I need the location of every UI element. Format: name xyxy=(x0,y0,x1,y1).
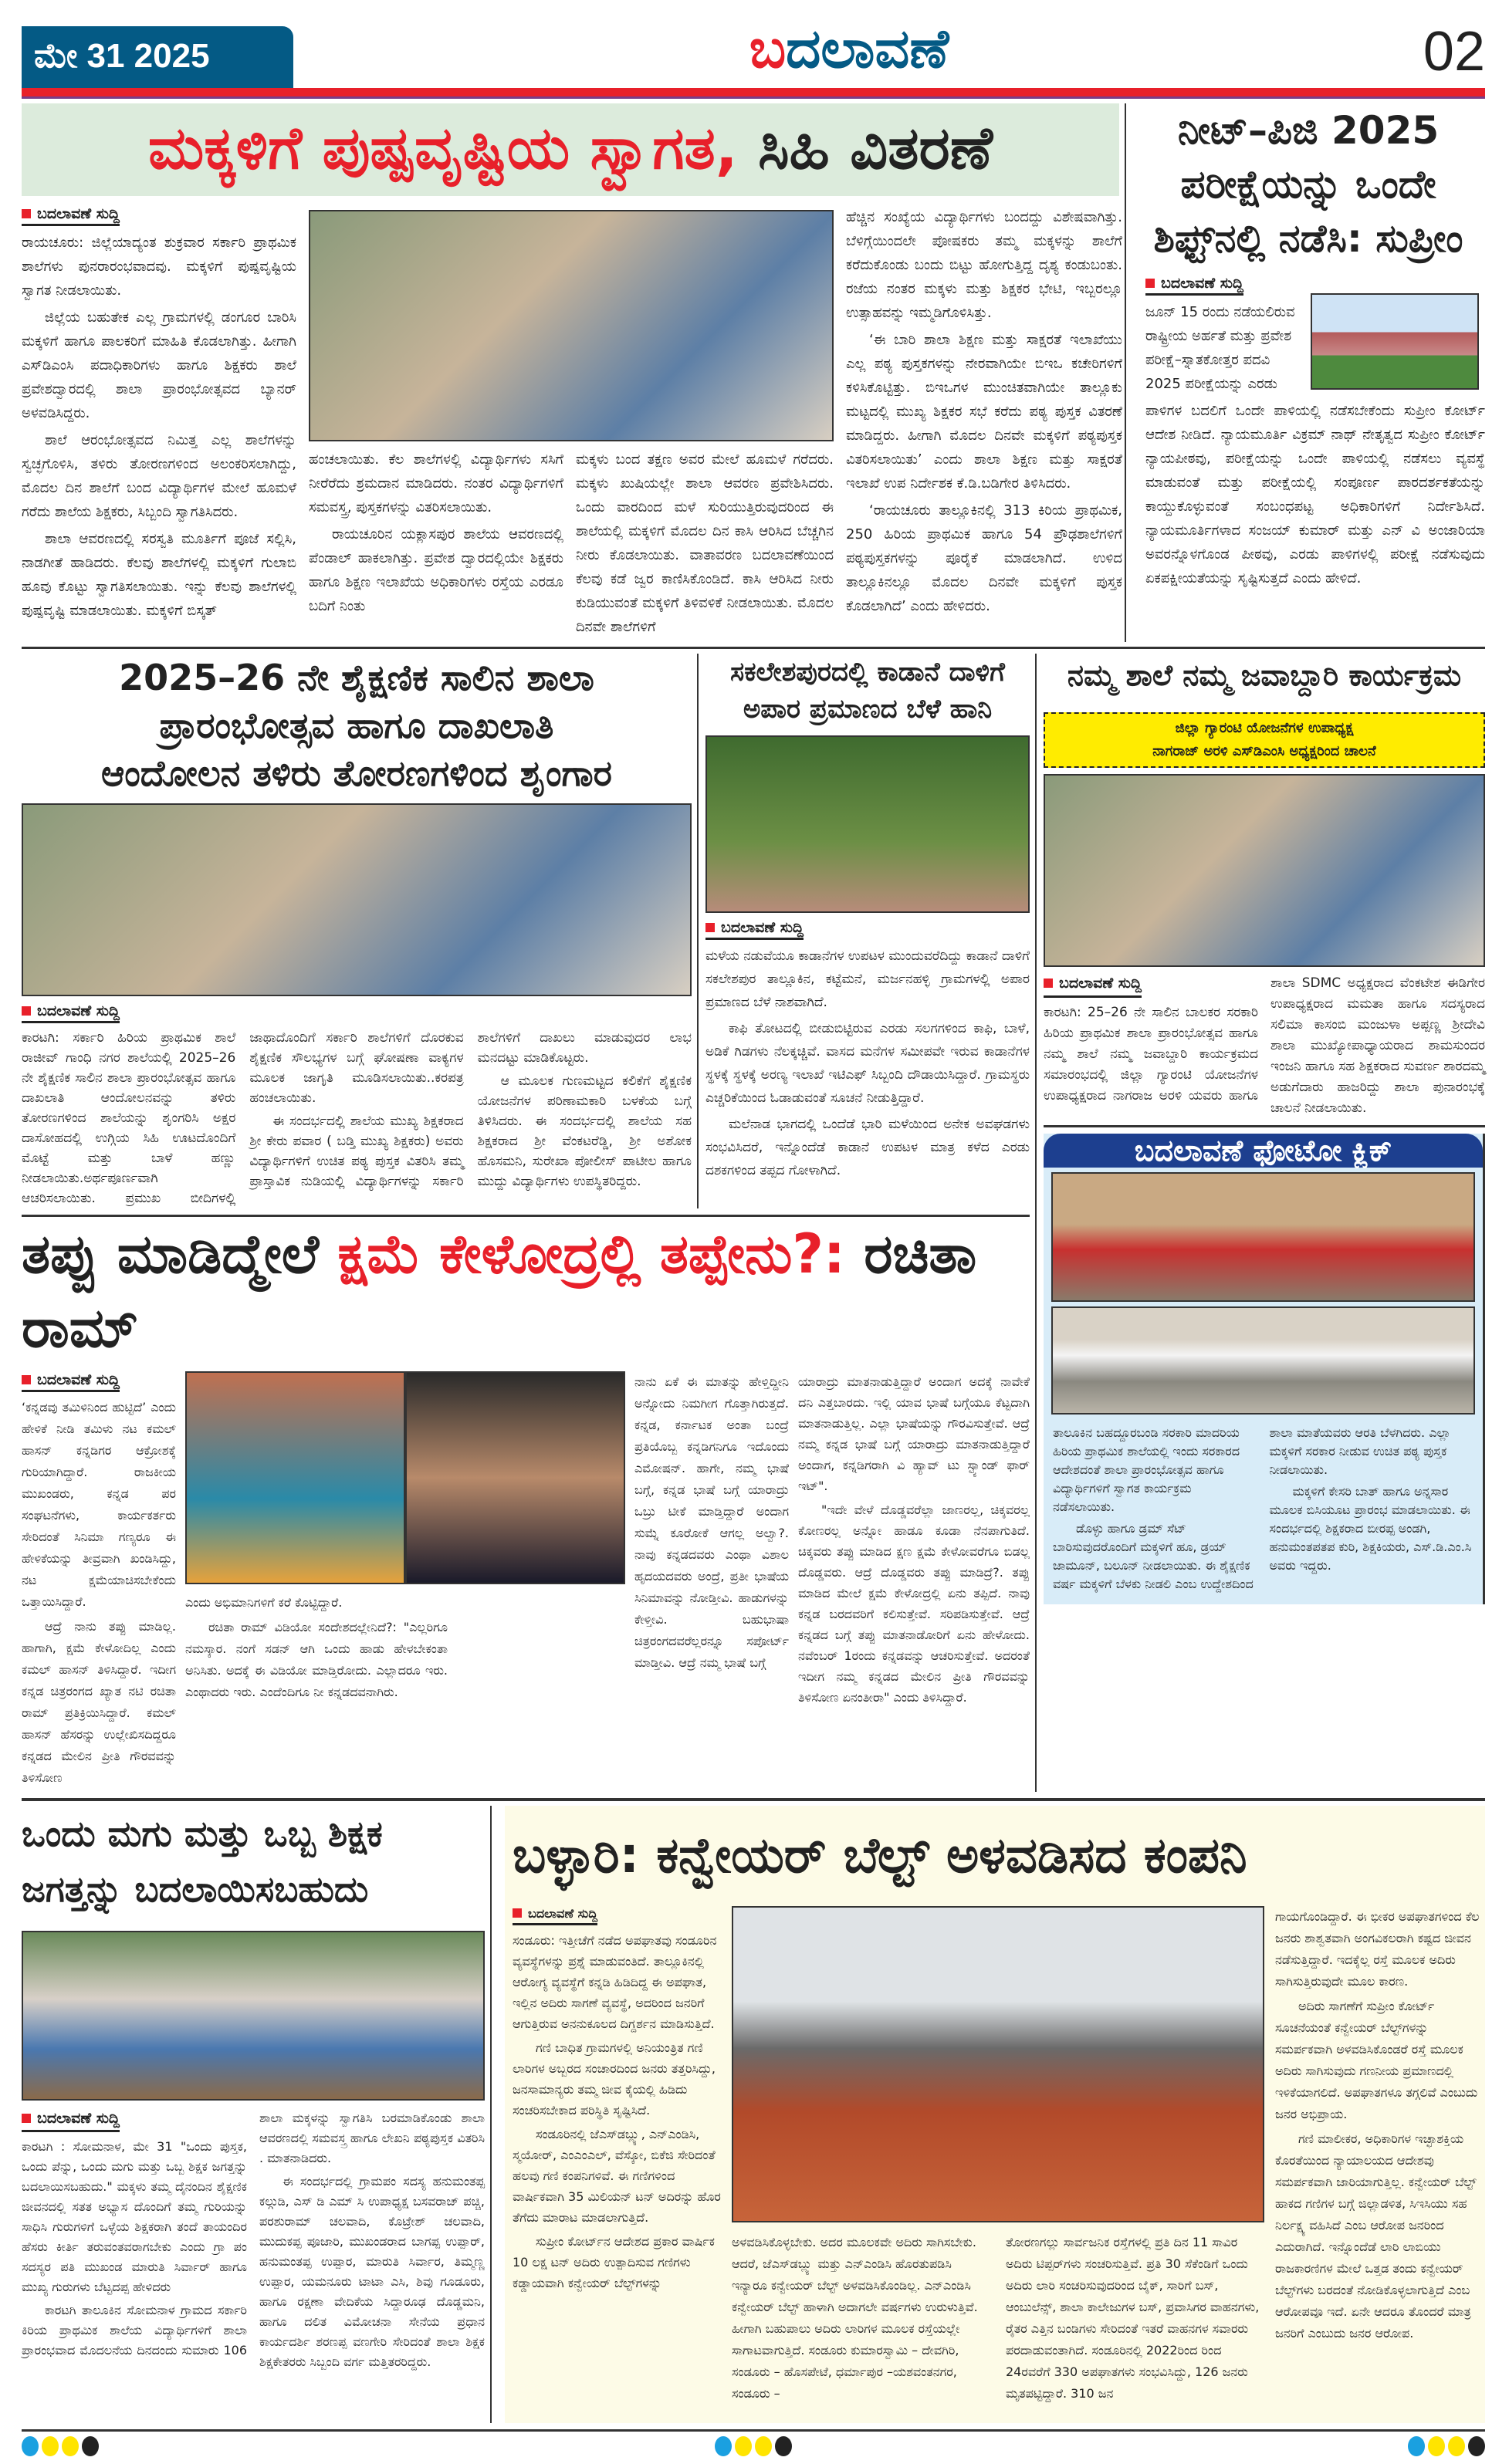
section-rule xyxy=(1044,1125,1485,1127)
registration-marks xyxy=(22,2436,99,2456)
rachita-headline-red: ಕ್ಷಮೆ ಕೇಳೋದ್ರಲ್ಲಿ ತಪ್ಪೇನು?: xyxy=(337,1222,845,1286)
paragraph: ಗಾಯಗೊಂಡಿದ್ದಾರೆ. ಈ ಭೀಕರ ಅಪಘಾತಗಳಿಂದ ಕೆಲ ಜನರು ಶಾಶ್ವತವಾಗಿ ಅಂಗವಿಕಲರಾಗಿ ಕಷ್ಟದ ಜೀವನ ನಡೆಸುತ್ತಿದ್ದಾರೆ. ಇದಕ್ಕೆಲ್ಲ ರಸ್ತೆ ಮೂಲಕ ಅದಿರು ಸಾಗಿಸುತ್ತಿರುವುದೇ ಮೂಲ ಕಾರಣ. xyxy=(1275,1909,1480,1989)
school-headline xyxy=(22,654,692,797)
lead-photo xyxy=(309,210,834,441)
paragraph: ಆ ಮೂಲಕ ಗುಣಮಟ್ಟದ ಕಲಿಕೆಗೆ ಶೈಕ್ಷಣಿಕ ಯೋಜನೆಗಳ ಪರಿಣಾಮಕಾರಿ ಬಳಕೆಯ ಬಗ್ಗೆ ತಿಳಿಸಿದರು. ಈ ಸಂದರ್ಭದಲ್ಲಿ ಶಾಲೆಯ ಸಹ ಶಿಕ್ಷಕರಾದ ಶ್ರೀ ವೆಂಕಟರೆಡ್ಡಿ, ಶ್ರೀ ಅಶೋಕ ಹೊಸಮನಿ, ಸುರೇಖಾ ಪೋಲೀಸ್ ಪಾಟೀಲ ಹಾಗೂ ಮುದ್ದು ವಿದ್ಯಾರ್ಥಿಗಳು ಉಪಸ್ಥಿತರಿದ್ದರು. xyxy=(477,1073,692,1189)
registration-dot xyxy=(1468,2436,1485,2456)
rachita-headline xyxy=(22,1217,1030,1365)
rachita-headline-black: ತಪ್ಪು ಮಾಡಿದ್ಮೇಲೆ xyxy=(22,1222,320,1286)
bellary-column-1 xyxy=(513,1930,721,2293)
photo-click-box xyxy=(1044,1134,1485,1604)
teacher-paragraphs xyxy=(22,2108,485,2372)
paragraph: ಶಾಲಾ ಆವರಣದಲ್ಲಿ ಸರಸ್ವತಿ ಮೂರ್ತಿಗೆ ಪೂಜೆ ಸಲ್ಲಿಸಿ, ನಾಡಗೀತೆ ಹಾಡಿದರು. ಕೆಲವು ಶಾಲೆಗಳಲ್ಲಿ ಮಕ್ಕಳಿಗೆ ಗುಲಾಬಿ ಹೂವು ಕೊಟ್ಟು ಸ್ವಾಗತಿಸಲಾಯಿತು. ಇನ್ನು ಕೆಲವು ಶಾಲೆಗಳಲ್ಲಿ ಪುಷ್ಪವೃಷ್ಟಿ ಮಾಡಲಾಯಿತು. ಮಕ್ಕಳಿಗೆ ಬಿಸ್ಕತ್ xyxy=(22,531,296,619)
row-2-left xyxy=(22,654,1030,1792)
byline: ಬದಲಾವಣೆ ಸುದ್ದಿ xyxy=(22,1002,120,1023)
paragraph: ಎಂದು ಅಭಿಮಾನಿಗಳಿಗೆ ಕರೆ ಕೊಟ್ಟಿದ್ದಾರೆ. xyxy=(185,1595,343,1610)
paragraph: ರಾಯಚೂರಿನ ಯಕ್ಲಾಸಪುರ ಶಾಲೆಯ ಆವರಣದಲ್ಲಿ ಪೆಂಡಾಲ್ ಹಾಕಲಾಗಿತ್ತು. ಪ್ರವೇಶ ದ್ವಾರದಲ್ಲಿಯೇ ಶಿಕ್ಷಕರು ಹಾಗೂ ಶಿಕ್ಷಣ ಇಲಾಖೆಯ ಅಧಿಕಾರಿಗಳು ರಸ್ತೆಯ ಎರಡೂ ಬದಿಗೆ ನಿಂತು xyxy=(309,526,563,614)
lead-headline-red: ಮಕ್ಕಳಿಗೆ ಪುಷ್ಪವೃಷ್ಟಿಯ ಸ್ವಾಗತ, xyxy=(147,113,738,182)
byline: ಬದಲಾವಣೆ ಸುದ್ದಿ xyxy=(513,1906,597,1925)
bellary-column-4 xyxy=(1275,1906,1484,2347)
rachita-headline-black: ರಚಿತಾ ರಾಮ್ xyxy=(22,1222,977,1360)
byline: ಬದಲಾವಣೆ ಸುದ್ದಿ xyxy=(22,1371,120,1392)
neet-headline: ನೀಟ್‌–ಪಿಜಿ 2025 ಪರೀಕ್ಷೆಯನ್ನು ಒಂದೇ ಶಿಫ್ಟ್‌ನಲ್ಲಿ ನಡೆಸಿ: ಸುಪ್ರೀಂ xyxy=(1153,108,1463,261)
school-body xyxy=(22,1028,692,1208)
registration-dot xyxy=(1408,2436,1425,2456)
registration-dot xyxy=(22,2436,39,2456)
registration-dot xyxy=(775,2436,792,2456)
paragraph: "ಇದೇ ವೇಳೆ ದೊಡ್ಡವರೆಲ್ಲಾ ಜಾಣರಲ್ಲ, ಚಿಕ್ಕವರಲ್ಲ ಕೋಣರಲ್ಲ ಅನ್ನೋ ಹಾಡೂ ಕೂಡಾ ನೆನಪಾಗುತಿದೆ. ಚಿಕ್ಕವರು ತಪ್ಪು ಮಾಡಿದ ಕ್ಷಣ ಕ್ಷಮೆ ಕೇಳೋವರೆಗೂ ಬಿಡಲ್ಲ ದೊಡ್ಡವರು. ಆದ್ರೆ ದೊಡ್ಡವರು ತಪ್ಪು ಮಾಡಿದ್ರೆ?. ತಪ್ಪು ಮಾಡಿದ ಮೇಲೆ ಕ್ಷಮೆ ಕೇಳೋದ್ರಲ್ಲಿ ಏನು ತಪ್ಪಿದೆ. ನಾವು ಕನ್ನಡ ಬರದವರಿಗೆ ಕಲಿಸುತ್ತೇವೆ. ಸರಿಪಡಿಸುತ್ತೇವೆ. ಆದ್ರೆ ಕನ್ನಡದ ಬಗ್ಗೆ ತಪ್ಪು ಮಾತನಾಡೋರಿಗೆ ಏನು ಹೇಳೋದು. ನವೆಂಬರ್ 1ರಂದು ಕನ್ನಡವನ್ನು ಆಚರಿಸುತ್ತೇವೆ. ಅದರಂತೆ ಇದೀಗ ನಮ್ಮ ಕನ್ನಡದ ಮೇಲಿನ ಪ್ರೀತಿ ಗೌರವವನ್ನು ತಿಳಿಸೋಣ ಏನಂತೀರಾ" ಎಂದು ತಿಳಿಸಿದ್ದಾರೆ. xyxy=(798,1502,1030,1705)
paragraph: ಹಂಚಲಾಯಿತು. ಕೆಲ ಶಾಲೆಗಳಲ್ಲಿ ವಿದ್ಯಾರ್ಥಿಗಳು ಸಸಿಗೆ ನೀರೆರೆದು ಶ್ರಮದಾನ ಮಾಡಿದರು. ನಂತರ ವಿದ್ಯಾರ್ಥಿಗಳಿಗೆ ಸಮವಸ್ತ್ರ, ಪುಸ್ತಕಗಳನ್ನು ವಿತರಿಸಲಾಯಿತು. xyxy=(309,451,563,515)
kamal-haasan-photo xyxy=(405,1371,625,1584)
registration-dot xyxy=(1448,2436,1465,2456)
bellary-story xyxy=(505,1806,1485,2423)
paragraph: ಅದಿರು ಸಾಗಣೆಗೆ ಸುಪ್ರೀಂ ಕೋರ್ಟ್ ಸೂಚನೆಯಂತೆ ಕನ್ವೇಯರ್ ಬೆಲ್ಟ್‌ಗಳನ್ನು ಸಮರ್ಪಕವಾಗಿ ಅಳವಡಿಸಿಕೊಂಡರೆ ರಸ್ತೆ ಮೂಲಕ ಅದಿರು ಸಾಗಿಸುವುದು ಗಣನೀಯ ಪ್ರಮಾಣದಲ್ಲಿ ಇಳಿಕೆಯಾಗಲಿದೆ. ಅಪಘಾತಗಳೂ ತಗ್ಗಲಿವೆ ಎಂಬುದು ಜನರ ಅಭಿಪ್ರಾಯ. xyxy=(1275,1999,1478,2121)
teacher-headline xyxy=(22,1806,485,1917)
namma-photo xyxy=(1044,774,1485,967)
photo-click-header: ಬದಲಾವಣೆ ಫೋಟೋ ಕ್ಲಿಕ್ xyxy=(1044,1134,1483,1168)
page-number: 02 xyxy=(1423,21,1485,83)
column-rule xyxy=(490,1806,492,2423)
teacher-headline-line: ಒಂದು ಮಗು ಮತ್ತು ಒಬ್ಬ ಶಿಕ್ಷಕ xyxy=(22,1813,383,1854)
bellary-headline: ಬಳ್ಳಾರಿ: ಕನ್ವೇಯರ್ ಬೆಲ್ಟ್ ಅಳವಡಿಸದ ಕಂಪನಿ xyxy=(513,1827,1247,1884)
registration-dot xyxy=(82,2436,99,2456)
column-rule xyxy=(1125,103,1126,642)
registration-dot xyxy=(755,2436,772,2456)
byline: ಬದಲಾವಣೆ ಸುದ್ದಿ xyxy=(22,2108,120,2132)
school-headline-line: ಆಂದೋಲನ ತಳಿರು ತೋರಣಗಳಿಂದ ಶೃಂಗಾರ xyxy=(101,752,612,794)
neet-body: ಪಾಳಿಗಳ ಬದಲಿಗೆ ಒಂದೇ ಪಾಳಿಯಲ್ಲಿ ನಡೆಸಬೇಕೆಂದು ಸುಪ್ರೀಂ ಕೋರ್ಟ್ ಆದೇಶ ನೀಡಿದೆ. ನ್ಯಾಯಮೂರ್ತಿ ವಿಕ್ರಮ್ ನಾಥ್ ನೇತೃತ್ವದ ಸುಪ್ರೀಂ ಕೋರ್ಟ್ ನ್ಯಾಯಪೀಠವು, ಪರೀಕ್ಷೆಯನ್ನು ಒಂದೇ ಪಾಳಿಯಲ್ಲಿ ನಡೆಸಲು ವ್ಯವಸ್ಥೆ ಮಾಡುವಂತೆ ಮತ್ತು ಪರೀಕ್ಷೆಯಲ್ಲಿ ಸಂಪೂರ್ಣ ಪಾರದರ್ಶಕತೆಯನ್ನು ಕಾಯ್ದುಕೊಳ್ಳುವಂತೆ ಸಂಬಂಧಪಟ್ಟ ಅಧಿಕಾರಿಗಳಿಗೆ ನಿರ್ದೇಶಿಸಿದೆ. ನ್ಯಾಯಮೂರ್ತಿಗಳಾದ ಸಂಜಯ್ ಕುಮಾರ್ ಮತ್ತು ಎನ್ ವಿ ಅಂಜಾರಿಯಾ ಅವರನ್ನೊಳಗೊಂಡ ಪೀಠವು, ಎರಡು ಪಾಳಿಗಳಲ್ಲಿ ಪರೀಕ್ಷೆ ನಡೆಸುವುದು ಏಕಪಕ್ಷೀಯತೆಯನ್ನು ಸೃಷ್ಟಿಸುತ್ತದೆ ಎಂದು ಹೇಳಿದೆ. xyxy=(1145,403,1485,586)
row-2 xyxy=(22,654,1485,1792)
column-rule xyxy=(1035,654,1037,1792)
elephant-headline xyxy=(705,654,1030,728)
lead-column-1 xyxy=(22,231,296,623)
paragraph: ರಾಯಚೂರು: ಜಿಲ್ಲೆಯಾದ್ಯಂತ ಶುಕ್ರವಾರ ಸರ್ಕಾರಿ ಪ್ರಾಥಮಿಕ ಶಾಲೆಗಳು ಪುನರಾರಂಭವಾದವು. ಮಕ್ಕಳಿಗೆ ಪುಷ್ಪವೃಷ್ಟಿಯ ಸ್ವಾಗತ ನೀಡಲಾಯಿತು. xyxy=(22,235,296,299)
paragraph: ಗಣಿ ಬಾಧಿತ ಗ್ರಾಮಗಳಲ್ಲಿ ಅನಿಯಂತ್ರಿತ ಗಣಿ ಲಾರಿಗಳ ಅಬ್ಬರದ ಸಂಚಾರದಿಂದ ಜನರು ತತ್ತರಿಸಿದ್ದು, ಜನಸಾಮಾನ್ಯರು ತಮ್ಮ ಜೀವ ಕೈಯಲ್ಲಿ ಹಿಡಿದು ಸಂಚರಿಸಬೇಕಾದ ಪರಿಸ್ಥಿತಿ ಸೃಷ್ಟಿಸಿದೆ. xyxy=(513,2040,716,2118)
school-photo xyxy=(22,803,692,996)
teacher-body xyxy=(22,2108,485,2372)
elephant-headline-line: ಸಕಲೇಶಪುರದಲ್ಲಿ ಕಾಡಾನೆ ದಾಳಿಗೆ xyxy=(730,657,1005,688)
registration-dot xyxy=(735,2436,752,2456)
paragraph: ಯಾರಾದ್ರು ಮಾತನಾಡುತ್ತಿದ್ದಾರೆ ಅಂದಾಗ ಅದಕ್ಕೆ ನಾವೇಕೆ ದನಿ ಎತ್ತಬಾರದು. ಇಲ್ಲಿ ಯಾವ ಭಾಷೆ ಬಗ್ಗೆಯೂ ಕೆಟ್ಟದಾಗಿ ಮಾತನಾಡುತ್ತಿಲ್ಲ. ಎಲ್ಲಾ ಭಾಷೆಯನ್ನು ಗೌರವಿಸುತ್ತೇವೆ. ಆದ್ರೆ ನಮ್ಮ ಕನ್ನಡ ಭಾಷೆ ಬಗ್ಗೆ ಯಾರಾದ್ರು ಮಾತನಾಡುತ್ತಿದ್ದಾರೆ ಅಂದಾಗ, ಕನ್ನಡಿಗರಾಗಿ ವಿ ಹ್ಯಾವ್ ಟು ಸ್ಟ್ಯಾಂಡ್ ಫಾರ್ ಇಟ್". xyxy=(798,1374,1030,1493)
masthead xyxy=(22,0,1485,100)
paragraph: ‘ಕನ್ನಡವು ತಮಿಳಿನಿಂದ ಹುಟ್ಟಿದೆ’ ಎಂದು ಹೇಳಿಕೆ ನೀಡಿ ತಮಿಳು ನಟ ಕಮಲ್ ಹಾಸನ್ ಕನ್ನಡಿಗರ ಆಕ್ರೋಶಕ್ಕೆ ಗುರಿಯಾಗಿದ್ದಾರೆ. ರಾಜಕೀಯ ಮುಖಂಡರು, ಕನ್ನಡ ಪರ ಸಂಘಟನೆಗಳು, ಕಾರ್ಯಕರ್ತರು ಸೇರಿದಂತೆ ಸಿನಿಮಾ ಗಣ್ಯರೂ ಈ ಹೇಳಿಕೆಯನ್ನು ತೀವ್ರವಾಗಿ ಖಂಡಿಸಿದ್ದು, ನಟ ಕ್ಷಮೆಯಾಚಿಸಬೇಕೆಂದು ಒತ್ತಾಯಿಸಿದ್ದಾರೆ. xyxy=(22,1400,176,1609)
row-2-right xyxy=(1044,654,1485,1604)
photo-click-photo-2 xyxy=(1051,1306,1475,1415)
paragraph: ‘ರಾಯಚೂರು ತಾಲ್ಲೂಕಿನಲ್ಲಿ 313 ಕಿರಿಯ ಪ್ರಾಥಮಿಕ, 250 ಹಿರಿಯ ಪ್ರಾಥಮಿಕ ಹಾಗೂ 54 ಪ್ರೌಢಶಾಲೆಗಳಿಗೆ ಪಠ್ಯಪುಸ್ತಕಗಳನ್ನು ಪೂರೈಕೆ ಮಾಡಲಾಗಿದೆ. ಉಳಿದ ತಾಲ್ಲೂಕಿನಲ್ಲೂ ಮೊದಲ ದಿನವೇ ಮಕ್ಕಳಿಗೆ ಪುಸ್ತಕ ಕೊಡಲಾಗಿದೆ’ ಎಂದು ಹೇಳಿದರು. xyxy=(846,502,1122,614)
lead-column-2 xyxy=(309,448,563,621)
namma-headline: ನಮ್ಮ ಶಾಲೆ ನಮ್ಮ ಜವಾಬ್ದಾರಿ ಕಾರ್ಯಕ್ರಮ xyxy=(1067,658,1462,692)
rachita-column-1 xyxy=(22,1397,176,1789)
byline: ಬದಲಾವಣೆ ಸುದ್ದಿ xyxy=(22,205,120,226)
registration-dot xyxy=(715,2436,732,2456)
paragraph: ಸಂಡೂರು: ಇತ್ತೀಚೆಗೆ ನಡೆದ ಅಪಘಾತವು ಸಂಡೂರಿನ ವ್ಯವಸ್ಥೆಗಳನ್ನು ಪ್ರಶ್ನೆ ಮಾಡುವಂತಿದೆ. ತಾಲ್ಲೂಕಿನಲ್ಲಿ ಆರೋಗ್ಯ ವ್ಯವಸ್ಥೆಗೆ ಕನ್ನಡಿ ಹಿಡಿದಿದ್ದ ಈ ಅಪಘಾತ, ಇಲ್ಲಿನ ಅದಿರು ಸಾಗಣೆ ವ್ಯವಸ್ಥೆ, ಅದರಿಂದ ಜನರಿಗೆ ಆಗುತ್ತಿರುವ ಅನನುಕೂಲದ ದಿಗ್ದರ್ಶನ ಮಾಡಿಸುತ್ತಿದೆ. xyxy=(513,1933,717,2031)
registration-marks xyxy=(1408,2436,1485,2456)
namma-banner xyxy=(1044,712,1485,768)
photo-click-photo-1 xyxy=(1051,1172,1475,1302)
paragraph: ಆದ್ರೆ ನಾನು ತಪ್ಪು ಮಾಡಿಲ್ಲ. ಹಾಗಾಗಿ, ಕ್ಷಮೆ ಕೇಳೋದಿಲ್ಲ ಎಂದು ಕಮಲ್ ಹಾಸನ್ ತಿಳಿಸಿದ್ದಾರೆ. ಇದೀಗ ಕನ್ನಡ ಚಿತ್ರರಂಗದ ಖ್ಯಾತ ನಟಿ ರಚಿತಾ ರಾಮ್ ಪ್ರತಿಕ್ರಿಯಿಸಿದ್ದಾರೆ. ಕಮಲ್ ಹಾಸನ್ ಹೆಸರನ್ನು ಉಲ್ಲೇಖಿಸದಿದ್ದರೂ ಕನ್ನಡದ ಮೇಲಿನ ಪ್ರೀತಿ ಗೌರವವನ್ನು ತಿಳಿಸೋಣ xyxy=(22,1619,176,1785)
lead-headline-black: ಸಿಹಿ ವಿತರಣೆ xyxy=(758,113,993,182)
paragraph: ತೋರಣಗಲ್ಲು ಸಾರ್ವಜನಿಕ ರಸ್ತೆಗಳಲ್ಲಿ ಪ್ರತಿ ದಿನ 11 ಸಾವಿರ ಅದಿರು ಟಿಪ್ಪರ್‌ಗಳು ಸಂಚರಿಸುತ್ತಿವೆ. ಪ್ರತಿ 30 ಸೆಕೆಂಡಿಗೆ ಒಂದು ಅದಿರು ಲಾರಿ ಸಂಚರಿಸುವುದರಿಂದ ಬೈಕ್, ಸಾರಿಗೆ ಬಸ್, ಆಂಬುಲೆನ್ಸ್, ಶಾಲಾ ಕಾಲೇಜುಗಳ ಬಸ್, ಪ್ರವಾಸಿಗರ ವಾಹನಗಳು, ರೈತರ ಎತ್ತಿನ ಬಂಡಿಗಳು ಸೇರಿದಂತೆ ಇತರೆ ವಾಹನಗಳ ಸವಾರರು ಪರದಾಡುವಂತಾಗಿದೆ. ಸಂಡೂರಿನಲ್ಲಿ 2022ರಿಂದ ರಿಂದ 24ರವರೆಗೆ 330 ಅಪಘಾತಗಳು ಸಂಭವಿಸಿದ್ದು, 126 ಜನರು ಮೃತಪಟ್ಟಿದ್ದಾರೆ. 310 ಜನ xyxy=(1006,2235,1260,2401)
masthead-rule xyxy=(22,88,1485,99)
school-headline-line: ಪ್ರಾರಂಭೋತ್ಸವ ಹಾಗೂ ದಾಖಲಾತಿ xyxy=(159,705,554,746)
teacher-photo xyxy=(22,1931,485,2101)
paragraph: ಗಣಿ ಮಾಲೀಕರ, ಅಧಿಕಾರಿಗಳ ಇಚ್ಛಾಶಕ್ತಿಯ ಕೊರತೆಯಿಂದ ನ್ಯಾಯಾಲಯದ ಆದೇಶವು ಸಮರ್ಪಕವಾಗಿ ಜಾರಿಯಾಗುತ್ತಿಲ್ಲ. ಕನ್ವೇಯರ್ ಬೆಲ್ಟ್ ಹಾಕದ ಗಣಿಗಳ ಬಗ್ಗೆ ಜಿಲ್ಲಾಡಳಿತ, ಸಿಇಸಿಯು ಸಹ ನಿರ್ಲಕ್ಷ್ಯ ವಹಿಸಿದೆ ಎಂಬ ಆರೋಪ ಜನರಿಂದ ಎದುರಾಗಿದೆ. ಇನ್ನೊಂದೆಡೆ ಲಾರಿ ಲಾಬಿಯು ರಾಜಕಾರಣಿಗಳ ಮೇಲೆ ಒತ್ತಡ ತಂದು ಕನ್ವೇಯರ್ ಬೆಲ್ಟ್‌ಗಳು ಬರದಂತೆ ನೋಡಿಕೊಳ್ಳಲಾಗುತ್ತಿದೆ ಎಂಬ ಆರೋಪವೂ ಇದೆ. ಏನೇ ಆದರೂ ತೊಂದರೆ ಮಾತ್ರ ಜನರಿಗೆ ಎಂಬುದು ಜನರ ಆರೋಪ. xyxy=(1275,2131,1477,2341)
paragraph: ಡೊಳ್ಳು ಹಾಗೂ ಡ್ರಮ್ ಸೆಟ್ ಬಾರಿಸುವುದರೊಂದಿಗೆ ಮಕ್ಕಳಿಗೆ ಹೂ, ಡ್ರಯ್ ಜಾಮೂನ್, ಬಲೂನ್ ನೀಡಲಾಯಿತು. ಈ ಶೈಕ್ಷಣಿಕ ವರ್ಷ ಮಕ್ಕಳಿಗೆ ಬೆಳಕು ನೀಡಲಿ ಎಂಬ ಉದ್ದೇಶದಿಂದ ಶಾಲಾ ಮಾತೆಯವರು ಆರತಿ ಬೆಳಗಿದರು. ಎಲ್ಲಾ ಮಕ್ಕಳಿಗೆ ಸರಕಾರ ನೀಡುವ ಉಚಿತ ಪಠ್ಯ ಪುಸ್ತಕ ನೀಡಲಾಯಿತು. xyxy=(1053,1425,1451,1591)
namma-body xyxy=(1044,973,1485,1119)
namma-banner-line: ನಾಗರಾಜ್ ಅರಳಿ ಎಸ್‌ಡಿಎಂಸಿ ಅಧ್ಯಕ್ಷರಿಂದ ಚಾಲನೆ xyxy=(1152,743,1376,759)
paragraph: ಈ ಸಂದರ್ಭದಲ್ಲಿ ಶಾಲೆಯ ಮುಖ್ಯ ಶಿಕ್ಷಕರಾದ ಶ್ರೀ ಕೇರು ಪವಾರ ( ಬಡ್ತಿ ಮುಖ್ಯ ಶಿಕ್ಷಕರು) ಅವರು ವಿದ್ಯಾರ್ಥಿಗಳಿಗೆ ಉಚಿತ ಪಠ್ಯ ಪುಸ್ತಕ ವಿತರಿಸಿ ತಮ್ಮ ಪ್ರಾಸ್ತಾವಿಕ ನುಡಿಯಲ್ಲಿ ವಿದ್ಯಾರ್ಥಿಗಳನ್ನು ಸರ್ಕಾರಿ ಶಾಲೆಗಳಿಗೆ ದಾಖಲು ಮಾಡುವುದರ ಲಾಭ ಮನದಟ್ಟು ಮಾಡಿಕೊಟ್ಟರು. xyxy=(249,1030,692,1189)
paragraph: ‘ಈ ಬಾರಿ ಶಾಲಾ ಶಿಕ್ಷಣ ಮತ್ತು ಸಾಕ್ಷರತೆ ಇಲಾಖೆಯು ಎಲ್ಲ ಪಠ್ಯ ಪುಸ್ತಕಗಳನ್ನು ನೇರವಾಗಿಯೇ ಬಿಇಒ ಕಚೇರಿಗಳಿಗೆ ಕಳಿಸಿಕೊಟ್ಟಿತ್ತು. ಬಿಇಒಗಳ ಮುಂಚಿತವಾಗಿಯೇ ತಾಲ್ಲೂಕು ಮಟ್ಟದಲ್ಲಿ ಮುಖ್ಯ ಶಿಕ್ಷಕರ ಸಭೆ ಕರೆದು ಪಠ್ಯ ಪುಸ್ತಕ ವಿತರಣೆ ಮಾಡಿದ್ದರು. ಹೀಗಾಗಿ ಮೊದಲ ದಿನವೇ ಮಕ್ಕಳಿಗೆ ಪಠ್ಯಪುಸ್ತಕ ವಿತರಿಸಲಾಯಿತು’ ಎಂದು ಶಾಲಾ ಶಿಕ್ಷಣ ಮತ್ತು ಸಾಕ್ಷರತೆ ಇಲಾಖೆ ಉಪ ನಿರ್ದೇಶಕ ಕೆ.ಡಿ.ಬಡಿಗೇರ ತಿಳಿಸಿದರು. xyxy=(846,332,1122,492)
paragraph: ಅಳವಡಿಸಿಕೊಳ್ಳಬೇಕು. ಅದರ ಮೂಲಕವೇ ಅದಿರು ಸಾಗಿಸಬೇಕು. ಆದರೆ, ಜೆಎಸ್‌ಡಬ್ಲ್ಯು ಮತ್ತು ಎನ್‌ಎಂಡಿಸಿ ಹೊರತುಪಡಿಸಿ ಇನ್ಯಾರೂ ಕನ್ವೇಯರ್ ಬೆಲ್ಟ್ ಅಳವಡಿಸಿಕೊಂಡಿಲ್ಲ. ಎನ್‌ಎಂಡಿಸಿ ಕನ್ವೇಯರ್ ಬೆಲ್ಟ್ ಹಾಳಾಗಿ ಅದಾಗಲೇ ವರ್ಷಗಳು ಉರುಳುತ್ತಿವೆ. ಹೀಗಾಗಿ ಬಹುಪಾಲು ಅದಿರು ಲಾರಿಗಳ ಮೂಲಕ ರಸ್ತೆಯಲ್ಲೇ ಸಾಗಾಟವಾಗುತ್ತಿದೆ. ಸಂಡೂರು ಕುಮಾರಸ್ವಾಮಿ – ದೇವಗಿರಿ, ಸಂಡೂರು – ಹೊಸಪೇಟೆ, ಧರ್ಮಾಪುರ –ಯಶವಂತನಗರ, ಸಂಡೂರು – xyxy=(732,2235,978,2401)
elephant-headline-line: ಅಪಾರ ಪ್ರಮಾಣದ ಬೆಳೆ ಹಾನಿ xyxy=(743,694,993,725)
paragraph: ಸಂಡೂರಿನಲ್ಲಿ ಜೆಎಸ್‌ಡಬ್ಲ್ಯು, ಎನ್‌ಎಂಡಿಸಿ, ಸ್ಮಯೋರ್, ಎಂಎಂಎಲ್, ವೆಸ್ಕೋ, ಬಿಕೆಜಿ ಸೇರಿದಂತೆ ಹಲವು ಗಣಿ ಕಂಪನಿಗಳಿವೆ. ಈ ಗಣಿಗಳಿಂದ ವಾರ್ಷಿಕವಾಗಿ 35 ಮಿಲಿಯನ್ ಟನ್ ಅದಿರನ್ನು ಹೊರ ತೆಗೆದು ಮಾರಾಟ ಮಾಡಲಾಗುತ್ತಿದೆ. xyxy=(513,2127,721,2225)
elephant-photo xyxy=(705,735,1030,913)
column-rule xyxy=(697,654,699,1208)
neet-lead-text: ಜೂನ್ 15 ರಂದು ನಡೆಯಲಿರುವ ರಾಷ್ಟ್ರೀಯ ಅರ್ಹತೆ ಮತ್ತು ಪ್ರವೇಶ ಪರೀಕ್ಷೆ–ಸ್ನಾತಕೋತ್ತರ ಪದವಿ 2025 ಪರೀಕ್ಷೆಯನ್ನು ಎರಡು xyxy=(1145,304,1295,392)
row-1 xyxy=(22,103,1485,642)
bellary-column-2 xyxy=(732,2232,990,2408)
paragraph: ಕಾರಟಗಿ: ಸರ್ಕಾರಿ ಹಿರಿಯ ಪ್ರಾಥಮಿಕ ಶಾಲೆ ರಾಜೀವ್ ಗಾಂಧಿ ನಗರ ಶಾಲೆಯಲ್ಲಿ 2025–26 ನೇ ಶೈಕ್ಷಣಿಕ ಸಾಲಿನ ಶಾಲಾ ಪ್ರಾರಂಭೋತ್ಸವ ಹಾಗೂ ದಾಖಲಾತಿ ಆಂದೋಲನವನ್ನು ತಳಿರು ತೋರಣಗಳಿಂದ ಶಾಲೆಯನ್ನು ಶೃಂಗರಿಸಿ ಅಕ್ಷರ ದಾಸೋಹದಲ್ಲಿ ಉಗ್ಗಿಯ ಸಿಹಿ ಊಟದೊಂದಿಗೆ ಮೊಟ್ಟೆ ಮತ್ತು ಬಾಳೆ ಹಣ್ಣು ನೀಡಲಾಯಿತು.ಅರ್ಥಪೂರ್ಣವಾಗಿ ಆಚರಿಸಲಾಯಿತು. ಪ್ರಮುಖ ಬೀದಿಗಳಲ್ಲಿ ಜಾಥಾದೊಂದಿಗೆ ಸರ್ಕಾರಿ ಶಾಲೆಗಳಿಗೆ ದೊರಕುವ ಶೈಕ್ಷಣಿಕ ಸೌಲಭ್ಯಗಳ ಬಗ್ಗೆ ಘೋಷಣಾ ವಾಕ್ಯಗಳ ಮೂಲಕ ಜಾಗೃತಿ ಮೂಡಿಸಲಾಯಿತು..ಕರಪತ್ರ ಹಂಚಲಾಯಿತು. xyxy=(22,1030,464,1206)
paragraph: ಮಕ್ಕಳಿಗೆ ಕೇಸರಿ ಬಾತ್ ಹಾಗೂ ಅನ್ನಸಾರ ಮೂಲಕ ಬಿಸಿಯೂಟ ಪ್ರಾರಂಭ ಮಾಡಲಾಯಿತು. ಈ ಸಂದರ್ಭದಲ್ಲಿ ಶಿಕ್ಷಕರಾದ ಬೀರಪ್ಪ ಅಂಡಗಿ, ಹನುಮಂತಪತಪ ಕುರಿ, ಶಿಕ್ಷಕಿಯರು, ಎಸ್.ಡಿ.ಎಂ.ಸಿ ಅವರು ಇದ್ದರು. xyxy=(1269,1484,1472,1573)
teacher-story xyxy=(22,1806,485,2372)
lead-story xyxy=(22,103,1122,642)
paragraph: ಕಾರಟಗಿ: 25–26 ನೇ ಸಾಲಿನ ಬಾಲಕರ ಸರಕಾರಿ ಹಿರಿಯ ಪ್ರಾಥಮಿಕ ಶಾಲಾ ಪ್ರಾರಂಭೋತ್ಸವ ಹಾಗೂ ನಮ್ಮ ಶಾಲೆ ನಮ್ಮ ಜವಾಬ್ದಾರಿ ಕಾರ್ಯಕ್ರಮದ ಸಮಾರಂಭದಲ್ಲಿ ಜಿಲ್ಲಾ ಗ್ಯಾರಂಟಿ ಯೋಜನೆಗಳ ಉಪಾಧ್ಯಕ್ಷರಾದ ನಾಗರಾಜ ಅರಳಿ ಯವರು ಹಾಗೂ ಶಾಲಾ SDMC ಅಧ್ಯಕ್ಷರಾದ ವೆಂಕಟೇಶ ಈಡಿಗೇರ ಉಪಾಧ್ಯಕ್ಷರಾದ ಮಮತಾ ಹಾಗೂ ಸದಸ್ಯರಾದ ಸಲಿಮಾ ಕಾಸಂಬಿ ಮಂಜುಳಾ ಅಪ್ಪಣ್ಣ ಶ್ರೀದೇವಿ ಶಾಲಾ ಮುಖ್ಯೋಪಾಧ್ಯಾಯರಾದ ಶಾಮಸುಂದರ ಇಂಜನಿ ಹಾಗೂ ಸಹ ಶಿಕ್ಷಕರಾದ ಸುವರ್ಣ ಶಾರದಮ್ಮ ಅಡುಗೆದಾರು ಹಾಜರಿದ್ದು ಶಾಲಾ ಪುನಾರಂಭಕ್ಕೆ ಚಾಲನೆ ನೀಡಲಾಯಿತು. xyxy=(1044,975,1485,1116)
footer-rule xyxy=(22,2429,1485,2464)
row-3 xyxy=(22,1806,1485,2423)
paragraph: ಮಲೆನಾಡ ಭಾಗದಲ್ಲಿ ಒಂದೆಡೆ ಭಾರಿ ಮಳೆಯಿಂದ ಅನೇಕ ಅವಘಡಗಳು ಸಂಭವಿಸಿದರೆ, ಇನ್ನೊಂದೆಡೆ ಕಾಡಾನೆ ಉಪಟಳ ಮಾತ್ರ ಕಳೆದ ಎರಡು ದಶಕಗಳಿಂದ ತಪ್ಪದ ಗೋಳಾಗಿದೆ. xyxy=(705,1117,1030,1178)
elephant-body xyxy=(705,945,1030,1182)
paragraph: ರಚಿತಾ ರಾಮ್ ವಿಡಿಯೋ ಸಂದೇಶದಲ್ಲೇನಿದೆ?: "ಎಲ್ಲರಿಗೂ ನಮಸ್ಕಾರ. ನಂಗೆ ಸಡನ್ ಆಗಿ ಒಂದು ಹಾಡು ಹೇಳಬೇಕಂತಾ ಅನಿಸಿತು. ಅದಕ್ಕೆ ಈ ವಿಡಿಯೋ ಮಾಡ್ತಿರೋದು. ಎಲ್ಲಾದರೂ ಇರು. ಎಂಥಾದರು ಇರು. ಎಂದೆಂದಿಗೂ ನೀ ಕನ್ನಡದವನಾಗಿರು. xyxy=(185,1620,448,1699)
bellary-column-3 xyxy=(1006,2232,1264,2408)
school-headline-line: 2025–26 ನೇ ಶೈಕ್ಷಣಿಕ ಸಾಲಿನ ಶಾಲಾ xyxy=(119,657,594,698)
elephant-story xyxy=(705,654,1030,1185)
paragraph: ಈ ಸಂದರ್ಭದಲ್ಲಿ ಗ್ರಾಮಪಂ ಸದಸ್ಯ ಹನುಮಂತಪ್ಪ ಕಲ್ಗುಡಿ, ಎಸ್ ಡಿ ಎಮ್ ಸಿ ಉಪಾಧ್ಯಕ್ಷ ಬಸವರಾಜ್ ಪಚ್ಚಿ, ಪರಶುರಾಮ್ ಚಲವಾದಿ, ಕೊಟ್ರೇಶ್ ಚಲವಾದಿ, ಮುದುಕಪ್ಪ ಪೂಜಾರಿ, ಮುಖಂಡರಾದ ಬಾಗಪ್ಪ ಉಪ್ಪಾರ್, ಹನುಮಂತಪ್ಪ ಉಪ್ಪಾರ, ಮಾರುತಿ ಸಿರ್ವಾರ, ತಿಮ್ಮಣ್ಣ ಉಪ್ಪಾರ, ಯಮನೂರು ಟಾಟಾ ಎಸಿ, ಶಿವು ಗೂಡೂರು, ಹಾಗೂ ರಕ್ಷಣಾ ವೇದಿಕೆಯ ಸಿದ್ದಾರೂಢ ದೊಡ್ಡಮನಿ, ಹಾಗೂ ದಲಿತ ವಿಮೋಚನಾ ಸೇನೆಯ ಪ್ರಧಾನ ಕಾರ್ಯದರ್ಶಿ ಶರಣಪ್ಪ ವಣಗೇರಿ ಸೇರಿದಂತೆ ಶಾಲಾ ಶಿಕ್ಷಕ ಶಿಕ್ಷಕೇತರರು ಸಿಬ್ಬಂದಿ ವರ್ಗ ಮತ್ತಿತರರಿದ್ದರು. xyxy=(259,2174,485,2369)
supreme-court-photo xyxy=(1311,293,1479,390)
registration-dot xyxy=(62,2436,79,2456)
byline: ಬದಲಾವಣೆ ಸುದ್ದಿ xyxy=(705,919,804,940)
rachita-story xyxy=(22,1217,1030,1792)
paragraph: ಹೆಚ್ಚಿನ ಸಂಖ್ಯೆಯ ವಿದ್ಯಾರ್ಥಿಗಳು ಬಂದದ್ದು ವಿಶೇಷವಾಗಿತ್ತು. ಬೆಳಿಗ್ಗೆಯಿಂದಲೇ ಪೋಷಕರು ತಮ್ಮ ಮಕ್ಕಳನ್ನು ಶಾಲೆಗೆ ಕರೆದುಕೊಂಡು ಬಂದು ಬಿಟ್ಟು ಹೋಗುತ್ತಿದ್ದ ದೃಶ್ಯ ಕಂಡುಬಂತು. ರಜೆಯ ನಂತರ ಮಕ್ಕಳು ಮತ್ತು ಶಿಕ್ಷಕರ ಭೇಟಿ, ಇಬ್ಬರಲ್ಲೂ ಉತ್ಸಾಹವನ್ನು ಇಮ್ಮಡಿಗೊಳಿಸಿತ್ತು. xyxy=(846,209,1122,321)
paragraph: ಕಾರಟಗಿ : ಸೋಮನಾಳ, ಮೇ 31 "ಒಂದು ಪುಸ್ತಕ, ಒಂದು ಪೆನ್ನು, ಒಂದು ಮಗು ಮತ್ತು ಒಬ್ಬ ಶಿಕ್ಷಕ ಜಗತ್ತನ್ನು ಬದಲಾಯಿಸಬಹುದು." ಮಕ್ಕಳು ತಮ್ಮ ದೈನಂದಿನ ಶೈಕ್ಷಣಿಕ ಜೀವನದಲ್ಲಿ ಸತತ ಅಭ್ಯಾಸ ದೊಂದಿಗೆ ತಮ್ಮ ಗುರಿಯನ್ನು ಸಾಧಿಸಿ ಗುರುಗಳಿಗೆ ಒಳ್ಳೆಯ ಶಿಕ್ಷಕರಾಗಿ ತಂದೆ ತಾಯಂದಿರ ಹೆಸರು ಕೀರ್ತಿ ತರುವಂತವರಾಗಬೇಕು ಎಂದು ಗ್ರಾ ಪಂ ಸದಸ್ಯರ ಪತಿ ಮುಖಂಡ ಮಾರುತಿ ಸಿರ್ವಾರ್ ಹಾಗೂ ಮುಖ್ಯ ಗುರುಗಳು ಬೆಟ್ಟದಪ್ಪ ಹೇಳಿದರು xyxy=(22,2139,247,2294)
paragraph: ನಾನು ಏಕೆ ಈ ಮಾತನ್ನು ಹೇಳ್ತಿದ್ದೀನಿ ಅನ್ನೋದು ನಿಮಗೀಗ ಗೊತ್ತಾಗಿರುತ್ತದೆ. ಕನ್ನಡ, ಕರ್ನಾಟಕ ಅಂತಾ ಬಂದ್ರೆ ಪ್ರತಿಯೊಬ್ಬ ಕನ್ನಡಿಗನಿಗೂ ಇದೊಂದು ಎಮೋಷನ್. ಹಾಗೇ, ನಮ್ಮ ಭಾಷೆ ಬಗ್ಗೆ, ಕನ್ನಡ ಭಾಷೆ ಬಗ್ಗೆ ಯಾರಾದ್ರು ಒಬ್ರು ಟೀಕೆ ಮಾಡ್ತಿದ್ದಾರೆ ಅಂದಾಗ ಸುಮ್ನೆ ಕೂರೋಕೆ ಆಗಲ್ಲ ಅಲ್ವಾ?. ನಾವು ಕನ್ನಡದವರು ಎಂಥಾ ವಿಶಾಲ ಹೃದಯದವರು ಅಂದ್ರೆ, ಪ್ರತೀ ಭಾಷೆಯ ಸಿನಿಮಾವನ್ನು ನೋಡ್ತೀವಿ. ಹಾಡುಗಳನ್ನು ಕೇಳ್ತೀವಿ. ಬಹುಭಾಷಾ ಚಿತ್ರರಂಗದವರೆಲ್ಲರನ್ನೂ ಸಪೋರ್ಟ್ ಮಾಡ್ತೀವಿ. ಆದ್ರೆ ನಮ್ಮ ಭಾಷೆ ಬಗ್ಗೆ xyxy=(634,1374,789,1670)
registration-dot xyxy=(1428,2436,1445,2456)
mining-trucks-photo xyxy=(732,1906,1264,2222)
teacher-headline-line: ಜಗತ್ತನ್ನು ಬದಲಾಯಿಸಬಹುದು xyxy=(22,1868,369,1910)
paragraph: ಶಾಲೆ ಆರಂಭೋತ್ಸವದ ನಿಮಿತ್ತ ಎಲ್ಲ ಶಾಲೆಗಳನ್ನು ಸ್ವಚ್ಛಗೊಳಿಸಿ, ತಳಿರು ತೋರಣಗಳಿಂದ ಅಲಂಕರಿಸಲಾಗಿದ್ದು, ಮೊದಲ ದಿನ ಶಾಲೆಗೆ ಬಂದ ವಿದ್ಯಾರ್ಥಿಗಳ ಮೇಲೆ ಹೂಮಳೆ ಗರೆದು ಶಾಲೆಯ ಶಿಕ್ಷಕರು, ಸಿಬ್ಬಂದಿ ಸ್ವಾಗತಿಸಿದರು. xyxy=(22,432,296,520)
newspaper-logo xyxy=(656,17,1042,81)
rachita-ram-photo xyxy=(185,1371,405,1584)
rachita-column-3 xyxy=(634,1371,789,1677)
paragraph: ಮಳೆಯ ನಡುವೆಯೂ ಕಾಡಾನೆಗಳ ಉಪಟಳ ಮುಂದುವರೆದಿದ್ದು ಕಾಡಾನೆ ದಾಳಿಗೆ ಸಕಲೇಶಪುರ ತಾಲ್ಲೂಕಿನ, ಕಟ್ಟೆಮನೆ, ಮರ್ಜನಹಳ್ಳಿ ಗ್ರಾಮಗಳಲ್ಲಿ ಅಪಾರ ಪ್ರಮಾಣದ ಬೆಳೆ ನಾಶವಾಗಿದೆ. xyxy=(705,948,1030,1010)
registration-dot xyxy=(42,2436,59,2456)
paragraph: ಜಿಲ್ಲೆಯ ಬಹುತೇಕ ಎಲ್ಲ ಗ್ರಾಮಗಳಲ್ಲಿ ಡಂಗೂರ ಬಾರಿಸಿ ಮಕ್ಕಳಿಗೆ ಹಾಗೂ ಪಾಲಕರಿಗೆ ಮಾಹಿತಿ ಕೊಡಲಾಗಿತ್ತು. ಹೀಗಾಗಿ ಎಸ್‌ಡಿಎಂಸಿ ಪದಾಧಿಕಾರಿಗಳು ಹಾಗೂ ಶಿಕ್ಷಕರು ಶಾಲೆ ಪ್ರವೇಶದ್ವಾರದಲ್ಲಿ ಶಾಲಾ ಪ್ರಾರಂಭೋತ್ಸವದ ಬ್ಯಾನರ್ ಅಳವಡಿಸಿದ್ದರು. xyxy=(22,309,296,421)
rachita-column-2 xyxy=(185,1592,448,1703)
logo-part-blue: ದಲಾವಣೆ xyxy=(786,17,949,80)
namma-banner-line: ಜಿಲ್ಲಾ ಗ್ಯಾರಂಟಿ ಯೋಜನೆಗಳ ಉಪಾಧ್ಯಕ್ಷ xyxy=(1175,720,1354,736)
paragraph: ಕಾಫಿ ತೋಟದಲ್ಲಿ ಬೀಡುಬಿಟ್ಟಿರುವ ಎರಡು ಸಲಗಗಳಿಂದ ಕಾಫಿ, ಬಾಳೆ, ಅಡಿಕೆ ಗಿಡಗಳು ನೆಲಕ್ಕಚ್ಚಿವೆ. ವಾಸದ ಮನೆಗಳ ಸಮೀಪವೇ ಇರುವ ಕಾಡಾನೆಗಳ ಸ್ಥಳಕ್ಕೆ ಸ್ಥಳಕ್ಕೆ ಅರಣ್ಯ ಇಲಾಖೆ ಇಟಿಎಫ್ ಸಿಬ್ಬಂದಿ ದೌಡಾಯಿಸಿದ್ದಾರೆ. ಗ್ರಾಮಸ್ಥರು ಎಚ್ಚರಿಕೆಯಿಂದ ಓಡಾಡುವಂತೆ ಸೂಚನೆ ನೀಡುತ್ತಿದ್ದಾರೆ. xyxy=(705,1021,1030,1106)
rachita-column-4 xyxy=(798,1371,1030,1711)
logo-part-red: ಬ xyxy=(749,17,787,80)
paragraph: ಕಾರಟಗಿ ತಾಲೂಕಿನ ಸೋಮನಾಳ ಗ್ರಾಮದ ಸರ್ಕಾರಿ ಕಿರಿಯ ಪ್ರಾಥಮಿಕ ಶಾಲೆಯ ವಿದ್ಯಾರ್ಥಿಗಳಿಗೆ ಶಾಲಾ ಪ್ರಾರಂಭವಾದ ಮೊದಲನೆಯ ದಿನದಂದು ಸುಮಾರು 106 ಶಾಲಾ ಮಕ್ಕಳನ್ನು ಸ್ವಾಗತಿಸಿ ಬರಮಾಡಿಕೊಂಡು ಶಾಲಾ ಆವರಣದಲ್ಲಿ ಸಮವಸ್ತ್ರ ಹಾಗೂ ಲೇಖನಿ ಪಠ್ಯಪುಸ್ತಕ ವಿತರಿಸಿ . ಮಾತನಾಡಿದರು. xyxy=(22,2111,485,2358)
byline: ಬದಲಾವಣೆ ಸುದ್ದಿ xyxy=(1044,973,1142,998)
lead-column-3 xyxy=(576,448,834,642)
photo-click-body xyxy=(1044,1419,1483,1598)
registration-marks xyxy=(715,2436,792,2456)
section-rule xyxy=(22,647,1485,649)
school-opening-story xyxy=(22,654,692,1208)
byline: ಬದಲಾವಣೆ ಸುದ್ದಿ xyxy=(1145,275,1243,296)
paragraph: ಮಕ್ಕಳು ಬಂದ ತಕ್ಷಣ ಅವರ ಮೇಲೆ ಹೂಮಳೆ ಗರೆದರು. ಮಕ್ಕಳು ಖುಷಿಯಲ್ಲೇ ಶಾಲಾ ಆವರಣ ಪ್ರವೇಶಿಸಿದರು. ಒಂದು ವಾರದಿಂದ ಮಳೆ ಸುರಿಯುತ್ತಿರುವುದರಿಂದ ಈ ಶಾಲೆಯಲ್ಲಿ ಮಕ್ಕಳಿಗೆ ಮೊದಲ ದಿನ ಕಾಸಿ ಆರಿಸಿದ ಬೆಚ್ಚಗಿನ ನೀರು ಕೊಡಲಾಯಿತು. ವಾತಾವರಣ ಬದಲಾವಣೆಯಿಂದ ಕೆಲವು ಕಡೆ ಜ್ವರ ಕಾಣಿಸಿಕೊಂಡಿದೆ. ಕಾಸಿ ಆರಿಸಿದ ನೀರು ಕುಡಿಯುವಂತೆ ಮಕ್ಕಳಿಗೆ ತಿಳಿವಳಿಕೆ ನೀಡಲಾಯಿತು. ಮೊದಲ ದಿನವೇ ಶಾಲೆಗಳಿಗೆ xyxy=(576,451,834,635)
lead-column-4 xyxy=(846,205,1122,621)
paragraph: ತಾಲೂಕಿನ ಬಹದ್ದೂರಬಂಡಿ ಸರಕಾರಿ ಮಾದರಿಯ ಹಿರಿಯ ಪ್ರಾಥಮಿಕ ಶಾಲೆಯಲ್ಲಿ ಇಂದು ಸರಕಾರದ ಆದೇಶದಂತೆ ಶಾಲಾ ಪ್ರಾರಂಭೋತ್ಸವ ಹಾಗೂ ವಿದ್ಯಾರ್ಥಿಗಳಿಗೆ ಸ್ವಾಗತ ಕಾರ್ಯಕ್ರಮ ನಡೆಸಲಾಯಿತು. xyxy=(1053,1425,1240,1514)
lead-headline xyxy=(22,103,1119,196)
issue-date: ಮೇ 31 2025 xyxy=(22,26,293,88)
namma-shale-story xyxy=(1044,654,1485,1119)
neet-story xyxy=(1132,103,1485,590)
section-rule xyxy=(22,1798,1485,1801)
paragraph: ಸುಪ್ರೀಂ ಕೋರ್ಟ್‌ನ ಆದೇಶದ ಪ್ರಕಾರ ವಾರ್ಷಿಕ 10 ಲಕ್ಷ ಟನ್ ಅದಿರು ಉತ್ಪಾದಿಸುವ ಗಣಿಗಳು ಕಡ್ಡಾಯವಾಗಿ ಕನ್ವೇಯರ್ ಬೆಲ್ಟ್‌ಗಳನ್ನು xyxy=(513,2234,715,2290)
